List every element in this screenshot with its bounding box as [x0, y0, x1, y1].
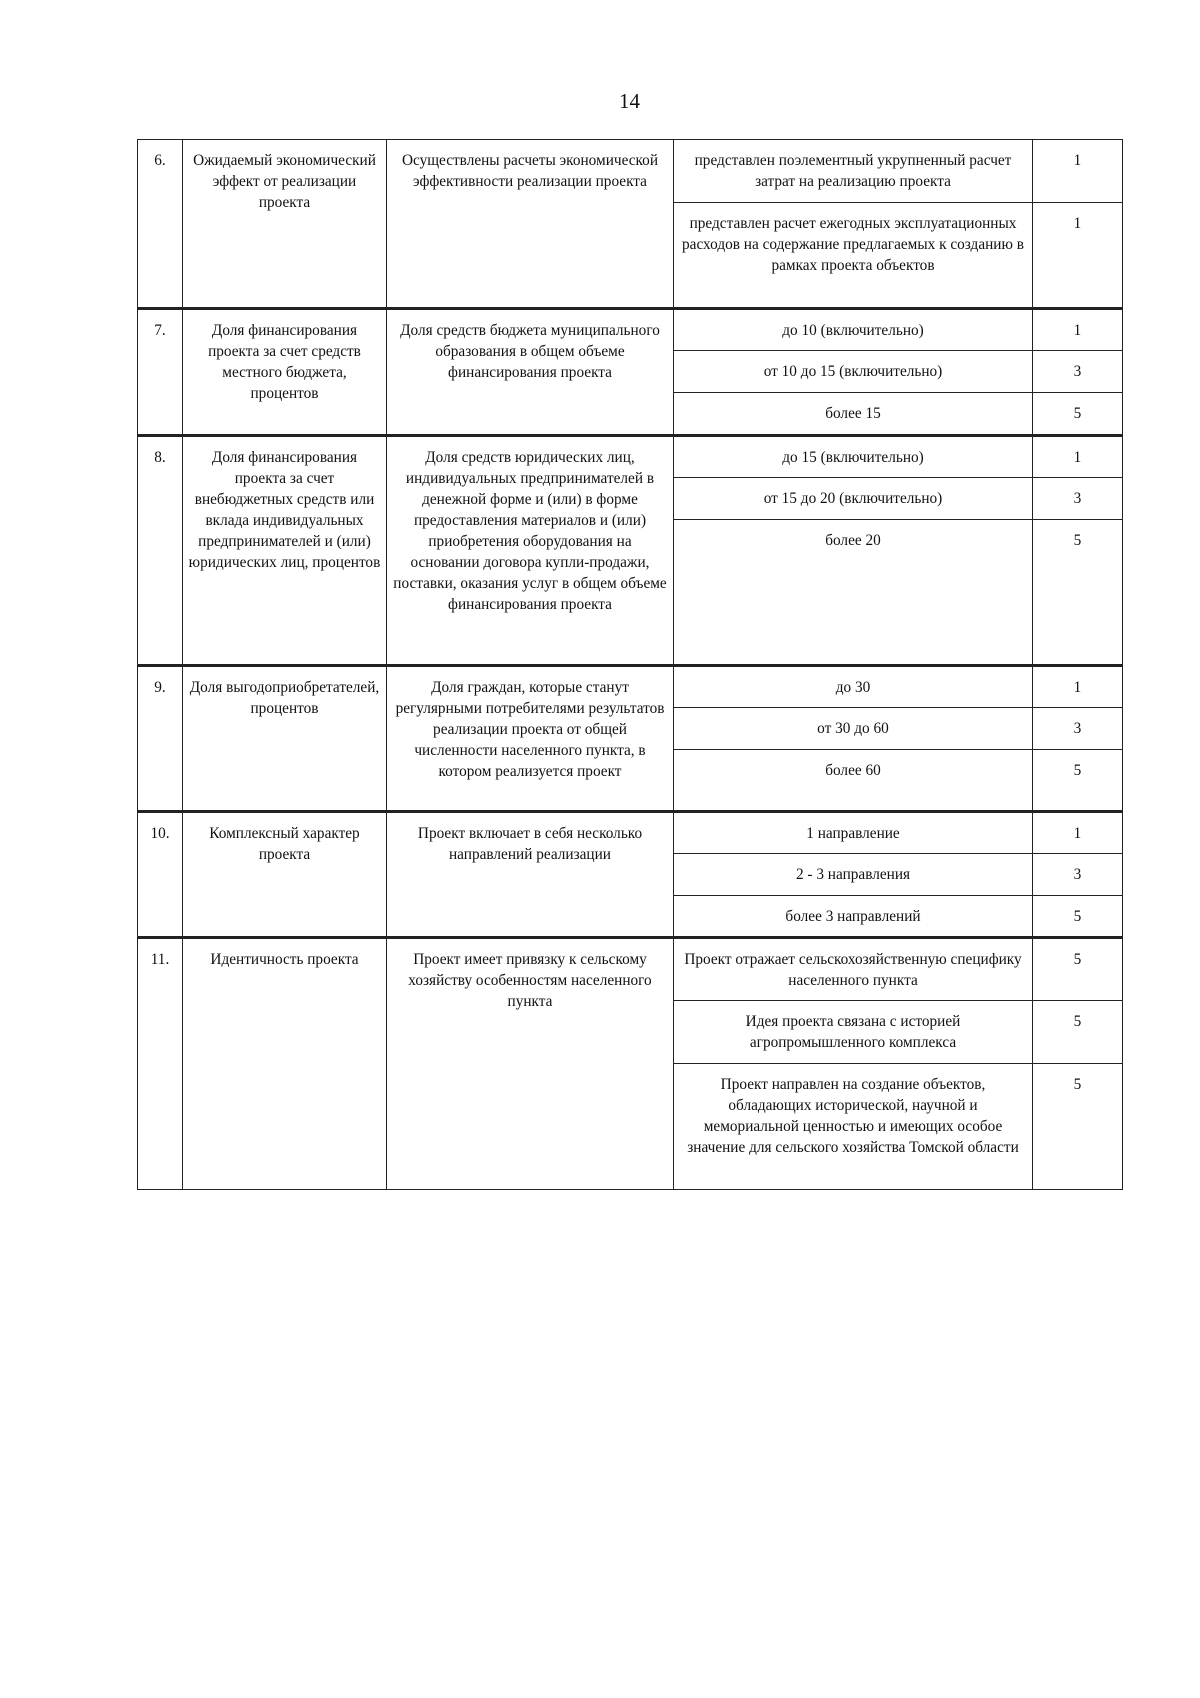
criterion-number: 7.: [138, 309, 183, 436]
criteria-table-body: [138, 140, 1123, 1190]
criterion-number: 11.: [138, 938, 183, 1190]
criterion-row: [138, 938, 1123, 1001]
criterion-number: 8.: [138, 436, 183, 666]
option-score: 5: [1033, 1064, 1123, 1190]
criterion-indicator: Проект включает в себя несколько направлений реализации: [387, 812, 674, 938]
option-score: 5: [1033, 896, 1123, 938]
option-score: 5: [1033, 750, 1123, 812]
option-condition: 2 - 3 направления: [674, 854, 1033, 896]
option-condition: более 3 направлений: [674, 896, 1033, 938]
option-condition: от 10 до 15 (включительно): [674, 351, 1033, 393]
criterion-indicator: Доля граждан, которые станут регулярными потребителями результатов реализации проекта от общей численности населенного пункта, в котором реализуется проект: [387, 666, 674, 812]
option-condition: от 30 до 60: [674, 708, 1033, 750]
criterion-name: Доля финансирования проекта за счет внебюджетных средств или вклада индивидуальных предпринимателей и (или) юридических лиц, процентов: [183, 436, 387, 666]
option-score: 1: [1033, 140, 1123, 203]
option-score: 5: [1033, 520, 1123, 666]
option-condition: представлен поэлементный укрупненный расчет затрат на реализацию проекта: [674, 140, 1033, 203]
criterion-name: Комплексный характер проекта: [183, 812, 387, 938]
criterion-number: 10.: [138, 812, 183, 938]
criterion-row: [138, 666, 1123, 708]
option-condition: 1 направление: [674, 812, 1033, 854]
criterion-indicator: Осуществлены расчеты экономической эффективности реализации проекта: [387, 140, 674, 309]
option-condition: представлен расчет ежегодных эксплуатационных расходов на содержание предлагаемых к созданию в рамках проекта объектов: [674, 203, 1033, 309]
option-score: 1: [1033, 309, 1123, 351]
option-condition: более 20: [674, 520, 1033, 666]
criteria-table: [137, 139, 1123, 1190]
criterion-indicator: Проект имеет привязку к сельскому хозяйству особенностям населенного пункта: [387, 938, 674, 1190]
option-score: 5: [1033, 393, 1123, 436]
criterion-number: 6.: [138, 140, 183, 309]
option-score: 5: [1033, 1001, 1123, 1064]
criterion-name: Ожидаемый экономический эффект от реализации проекта: [183, 140, 387, 309]
option-score: 5: [1033, 938, 1123, 1001]
criterion-indicator: Доля средств юридических лиц, индивидуальных предпринимателей в денежной форме и (или) в форме предоставления материалов и (или) приобретения оборудования на основании договора купли-продажи, поставки, оказания услуг в общем объеме финансирования проекта: [387, 436, 674, 666]
option-score: 3: [1033, 478, 1123, 520]
option-condition: от 15 до 20 (включительно): [674, 478, 1033, 520]
option-condition: до 10 (включительно): [674, 309, 1033, 351]
criterion-row: [138, 812, 1123, 854]
criterion-row: [138, 309, 1123, 351]
criterion-name: Доля финансирования проекта за счет средств местного бюджета, процентов: [183, 309, 387, 436]
option-score: 1: [1033, 203, 1123, 309]
criterion-number: 9.: [138, 666, 183, 812]
criterion-indicator: Доля средств бюджета муниципального образования в общем объеме финансирования проекта: [387, 309, 674, 436]
option-score: 3: [1033, 351, 1123, 393]
option-condition: Идея проекта связана с историей агропромышленного комплекса: [674, 1001, 1033, 1064]
option-score: 3: [1033, 854, 1123, 896]
option-condition: Проект направлен на создание объектов, обладающих исторической, научной и мемориальной ценностью и имеющих особое значение для сельского хозяйства Томской области: [674, 1064, 1033, 1190]
option-score: 1: [1033, 812, 1123, 854]
option-score: 3: [1033, 708, 1123, 750]
criterion-name: Идентичность проекта: [183, 938, 387, 1190]
option-condition: Проект отражает сельскохозяйственную специфику населенного пункта: [674, 938, 1033, 1001]
option-score: 1: [1033, 666, 1123, 708]
criterion-row: [138, 140, 1123, 203]
criterion-name: Доля выгодоприобретателей, процентов: [183, 666, 387, 812]
option-condition: до 15 (включительно): [674, 436, 1033, 478]
option-score: 1: [1033, 436, 1123, 478]
option-condition: до 30: [674, 666, 1033, 708]
page-number: 14: [619, 89, 640, 113]
option-condition: более 15: [674, 393, 1033, 436]
option-condition: более 60: [674, 750, 1033, 812]
criterion-row: [138, 436, 1123, 478]
